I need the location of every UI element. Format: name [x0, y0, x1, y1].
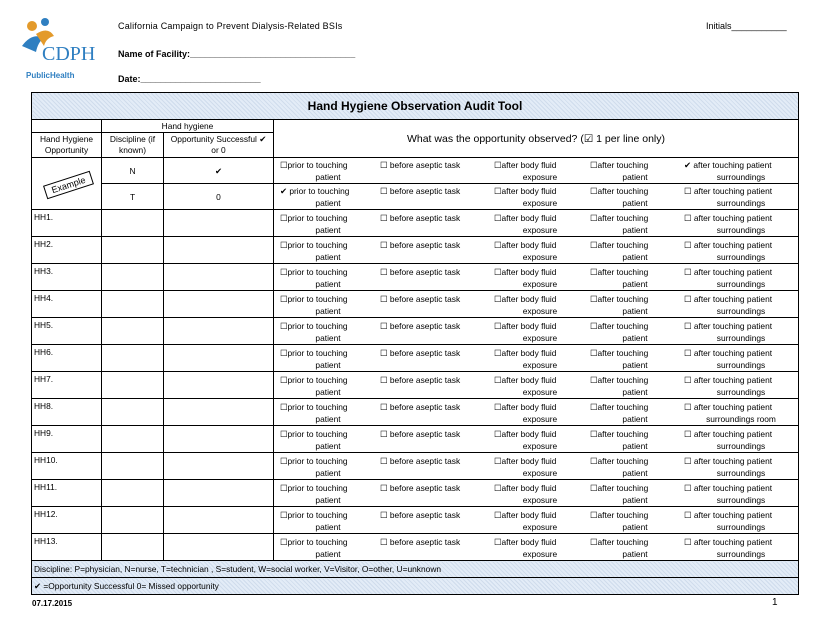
- opp-prior-touching[interactable]: ☐prior to touching: [280, 455, 348, 466]
- opp-body-fluid[interactable]: ☐after body fluid: [494, 293, 557, 304]
- success-cell[interactable]: [164, 534, 274, 561]
- row-label: HH6.: [32, 345, 102, 372]
- success-cell[interactable]: [164, 318, 274, 345]
- opp-after-patient: ☐after touching: [590, 186, 649, 196]
- opp-after-surroundings[interactable]: ☐ after touching patient: [684, 455, 773, 466]
- opp-after-patient[interactable]: ☐after touching: [590, 428, 649, 439]
- table-title: Hand Hygiene Observation Audit Tool: [32, 93, 799, 120]
- table-row: HH5. ☐prior to touching patient ☐ before aseptic task ☐after body fluid exposure ☐after touching patient ☐ after touching patient surroundings: [32, 318, 799, 345]
- opp-prior-touching[interactable]: ☐prior to touching: [280, 401, 348, 412]
- row-label: HH3.: [32, 264, 102, 291]
- discipline-cell[interactable]: [102, 507, 164, 534]
- success-legend: ✔ =Opportunity Successful 0= Missed opportunity: [32, 578, 799, 595]
- opp-after-surroundings[interactable]: ☐ after touching patient: [684, 320, 773, 331]
- opp-before-aseptic[interactable]: ☐ before aseptic task: [380, 455, 461, 466]
- opp-after-surroundings[interactable]: ☐ after touching patient: [684, 347, 773, 358]
- row-label: HH7.: [32, 372, 102, 399]
- opp-after-surroundings[interactable]: ☐ after touching patient: [684, 293, 773, 304]
- discipline-cell: T: [102, 184, 164, 210]
- opp-after-patient[interactable]: ☐after touching: [590, 536, 649, 547]
- row-label: HH9.: [32, 426, 102, 453]
- discipline-legend: Discipline: P=physician, N=nurse, T=technician , S=student, W=social worker, V=Visitor, O=other, U=unknown: [32, 561, 799, 578]
- opp-after-patient[interactable]: ☐after touching: [590, 347, 649, 358]
- success-cell[interactable]: [164, 237, 274, 264]
- row-label: HH13.: [32, 534, 102, 561]
- opp-before-aseptic[interactable]: ☐ before aseptic task: [380, 401, 461, 412]
- success-cell[interactable]: [164, 210, 274, 237]
- success-cell[interactable]: [164, 372, 274, 399]
- opp-before-aseptic[interactable]: ☐ before aseptic task: [380, 212, 461, 223]
- opp-after-patient[interactable]: ☐after touching: [590, 212, 649, 223]
- opp-before-aseptic[interactable]: ☐ before aseptic task: [380, 320, 461, 331]
- opp-body-fluid[interactable]: ☐after body fluid: [494, 401, 557, 412]
- success-cell[interactable]: [164, 507, 274, 534]
- opp-prior-touching[interactable]: ☐prior to touching: [280, 482, 348, 493]
- table-row: HH6. ☐prior to touching patient ☐ before aseptic task ☐after body fluid exposure ☐after touching patient ☐ after touching patient surroundings: [32, 345, 799, 372]
- discipline-cell[interactable]: [102, 291, 164, 318]
- opp-after-patient[interactable]: ☐after touching: [590, 374, 649, 385]
- discipline-cell[interactable]: [102, 399, 164, 426]
- cdph-logo: [18, 16, 110, 86]
- opp-body-fluid[interactable]: ☐after body fluid: [494, 320, 557, 331]
- opp-prior-touching[interactable]: ☐prior to touching: [280, 212, 348, 223]
- opp-body-fluid[interactable]: ☐after body fluid: [494, 482, 557, 493]
- opp-after-surroundings[interactable]: ☐ after touching patient: [684, 239, 773, 250]
- opp-prior-touching[interactable]: ☐prior to touching: [280, 293, 348, 304]
- example-row: Example N ✔ ☐prior to touching patient ☐ before aseptic task ☐after body fluid exposure ☐after touching patient ✔ after touching patient surroundings: [32, 158, 799, 184]
- table-row: HH7. ☐prior to touching patient ☐ before aseptic task ☐after body fluid exposure ☐after touching patient ☐ after touching patient surroundings: [32, 372, 799, 399]
- opp-after-surroundings: ✔ after touching patient: [684, 160, 772, 170]
- opp-prior-touching[interactable]: ☐prior to touching: [280, 239, 348, 250]
- opp-before-aseptic[interactable]: ☐ before aseptic task: [380, 482, 461, 493]
- row-label: HH11.: [32, 480, 102, 507]
- document-title: California Campaign to Prevent Dialysis-Related BSIs: [118, 21, 343, 31]
- success-cell[interactable]: [164, 345, 274, 372]
- opp-after-surroundings[interactable]: ☐ after touching patient: [684, 536, 773, 547]
- discipline-cell[interactable]: [102, 264, 164, 291]
- opp-before-aseptic[interactable]: ☐ before aseptic task: [380, 293, 461, 304]
- opp-after-surroundings[interactable]: ☐ after touching patient: [684, 428, 773, 439]
- success-cell[interactable]: [164, 264, 274, 291]
- opp-after-patient[interactable]: ☐after touching: [590, 401, 649, 412]
- logo-subtext: PublicHealth: [26, 71, 75, 80]
- table-row: HH3. ☐prior to touching patient ☐ before aseptic task ☐after body fluid exposure ☐after touching patient ☐ after touching patient surroundings: [32, 264, 799, 291]
- opp-after-surroundings: ☐ after touching patient: [684, 186, 773, 196]
- opp-after-surroundings[interactable]: ☐ after touching patient: [684, 482, 773, 493]
- opp-before-aseptic[interactable]: ☐ before aseptic task: [380, 266, 461, 277]
- col-opportunity: Hand Hygiene Opportunity: [32, 133, 102, 158]
- table-row: HH9. ☐prior to touching patient ☐ before aseptic task ☐after body fluid exposure ☐after touching patient ☐ after touching patient surroundings: [32, 426, 799, 453]
- example-stamp: Example: [43, 170, 94, 198]
- opp-before-aseptic: ☐ before aseptic task: [380, 186, 461, 196]
- table-row: HH4. ☐prior to touching patient ☐ before aseptic task ☐after body fluid exposure ☐after touching patient ☐ after touching patient surroundings: [32, 291, 799, 318]
- opp-before-aseptic[interactable]: ☐ before aseptic task: [380, 509, 461, 520]
- opp-prior-touching[interactable]: ☐prior to touching: [280, 536, 348, 547]
- discipline-cell[interactable]: [102, 318, 164, 345]
- opportunity-question: What was the opportunity observed? (☑ 1 per line only): [274, 120, 799, 158]
- opp-after-surroundings[interactable]: ☐ after touching patient: [684, 401, 773, 412]
- opp-after-patient[interactable]: ☐after touching: [590, 455, 649, 466]
- opp-after-surroundings[interactable]: ☐ after touching patient: [684, 374, 773, 385]
- opp-prior-touching[interactable]: ☐prior to touching: [280, 320, 348, 331]
- opp-body-fluid: ☐after body fluid: [494, 186, 557, 196]
- opp-before-aseptic: ☐ before aseptic task: [380, 160, 461, 170]
- row-label: HH10.: [32, 453, 102, 480]
- initials-field[interactable]: Initials___________: [706, 21, 787, 31]
- opp-after-surroundings[interactable]: ☐ after touching patient: [684, 266, 773, 277]
- row-label: HH1.: [32, 210, 102, 237]
- row-label: HH5.: [32, 318, 102, 345]
- audit-table: [31, 92, 799, 595]
- opp-after-patient[interactable]: ☐after touching: [590, 509, 649, 520]
- opp-body-fluid[interactable]: ☐after body fluid: [494, 536, 557, 547]
- opp-after-patient[interactable]: ☐after touching: [590, 482, 649, 493]
- opp-before-aseptic[interactable]: ☐ before aseptic task: [380, 428, 461, 439]
- page-number: 1: [772, 597, 778, 608]
- opp-body-fluid[interactable]: ☐after body fluid: [494, 509, 557, 520]
- opp-after-patient[interactable]: ☐after touching: [590, 266, 649, 277]
- opp-after-patient[interactable]: ☐after touching: [590, 293, 649, 304]
- opp-prior-touching: ☐prior to touching: [280, 160, 348, 170]
- discipline-cell[interactable]: [102, 237, 164, 264]
- opp-before-aseptic[interactable]: ☐ before aseptic task: [380, 374, 461, 385]
- col-success: Opportunity Successful ✔ or 0: [164, 133, 274, 158]
- opp-before-aseptic[interactable]: ☐ before aseptic task: [380, 536, 461, 547]
- example-cell: [32, 158, 102, 210]
- row-label: HH12.: [32, 507, 102, 534]
- date-field[interactable]: Date:________________________: [118, 74, 261, 84]
- discipline-cell[interactable]: [102, 210, 164, 237]
- discipline-cell[interactable]: [102, 534, 164, 561]
- discipline-cell: N: [102, 158, 164, 184]
- success-cell[interactable]: [164, 291, 274, 318]
- success-cell[interactable]: [164, 426, 274, 453]
- success-cell: ✔: [164, 158, 274, 184]
- table-row: HH12. ☐prior to touching patient ☐ before aseptic task ☐after body fluid exposure ☐after touching patient ☐ after touching patient surroundings: [32, 507, 799, 534]
- table-row: HH11. ☐prior to touching patient ☐ before aseptic task ☐after body fluid exposure ☐after touching patient ☐ after touching patient surroundings: [32, 480, 799, 507]
- opp-body-fluid[interactable]: ☐after body fluid: [494, 374, 557, 385]
- success-cell[interactable]: [164, 453, 274, 480]
- discipline-cell[interactable]: [102, 345, 164, 372]
- row-label: HH8.: [32, 399, 102, 426]
- success-cell[interactable]: [164, 399, 274, 426]
- opp-body-fluid[interactable]: ☐after body fluid: [494, 347, 557, 358]
- table-row: HH2. ☐prior to touching patient ☐ before aseptic task ☐after body fluid exposure ☐after touching patient ☐ after touching patient surroundings: [32, 237, 799, 264]
- opp-body-fluid[interactable]: ☐after body fluid: [494, 212, 557, 223]
- revision-date: 07.17.2015: [32, 599, 73, 608]
- discipline-cell[interactable]: [102, 480, 164, 507]
- row-label: HH2.: [32, 237, 102, 264]
- opp-prior-touching[interactable]: ☐prior to touching: [280, 509, 348, 520]
- logo-text: CDPH: [42, 43, 96, 65]
- opp-prior-touching[interactable]: ☐prior to touching: [280, 374, 348, 385]
- success-cell: 0: [164, 184, 274, 210]
- opp-after-patient[interactable]: ☐after touching: [590, 320, 649, 331]
- opp-before-aseptic[interactable]: ☐ before aseptic task: [380, 347, 461, 358]
- opp-body-fluid[interactable]: ☐after body fluid: [494, 239, 557, 250]
- example-row: T 0 ✔ prior to touching patient ☐ before aseptic task ☐after body fluid exposure ☐after touching patient ☐ after touching patient surroundings: [32, 184, 799, 210]
- opp-body-fluid[interactable]: ☐after body fluid: [494, 428, 557, 439]
- hand-hygiene-group-header: Hand hygiene: [102, 120, 274, 133]
- opp-body-fluid[interactable]: ☐after body fluid: [494, 266, 557, 277]
- opp-after-patient: ☐after touching: [590, 160, 649, 170]
- table-row: HH10. ☐prior to touching patient ☐ before aseptic task ☐after body fluid exposure ☐after touching patient ☐ after touching patient surroundings: [32, 453, 799, 480]
- opp-prior-touching[interactable]: ☐prior to touching: [280, 347, 348, 358]
- col-discipline: Discipline (if known): [102, 133, 164, 158]
- discipline-cell[interactable]: [102, 426, 164, 453]
- facility-name-field[interactable]: Name of Facility:_________________________________: [118, 49, 356, 59]
- discipline-cell[interactable]: [102, 372, 164, 399]
- opp-body-fluid: ☐after body fluid: [494, 160, 557, 170]
- opp-prior-touching: ✔ prior to touching: [280, 186, 350, 196]
- opp-body-fluid[interactable]: ☐after body fluid: [494, 455, 557, 466]
- opp-after-surroundings[interactable]: ☐ after touching patient: [684, 509, 773, 520]
- row-label: HH4.: [32, 291, 102, 318]
- opp-prior-touching[interactable]: ☐prior to touching: [280, 266, 348, 277]
- opp-after-surroundings[interactable]: ☐ after touching patient: [684, 212, 773, 223]
- opp-before-aseptic[interactable]: ☐ before aseptic task: [380, 239, 461, 250]
- opp-after-patient[interactable]: ☐after touching: [590, 239, 649, 250]
- table-row: HH1. ☐prior to touching patient ☐ before aseptic task ☐after body fluid exposure ☐after touching patient ☐ after touching patient surroundings: [32, 210, 799, 237]
- opp-prior-touching[interactable]: ☐prior to touching: [280, 428, 348, 439]
- table-row: HH13. ☐prior to touching patient ☐ before aseptic task ☐after body fluid exposure ☐after touching patient ☐ after touching patient surroundings: [32, 534, 799, 561]
- discipline-cell[interactable]: [102, 453, 164, 480]
- success-cell[interactable]: [164, 480, 274, 507]
- table-row: HH8. ☐prior to touching patient ☐ before aseptic task ☐after body fluid exposure ☐after touching patient ☐ after touching patient surroundings room: [32, 399, 799, 426]
